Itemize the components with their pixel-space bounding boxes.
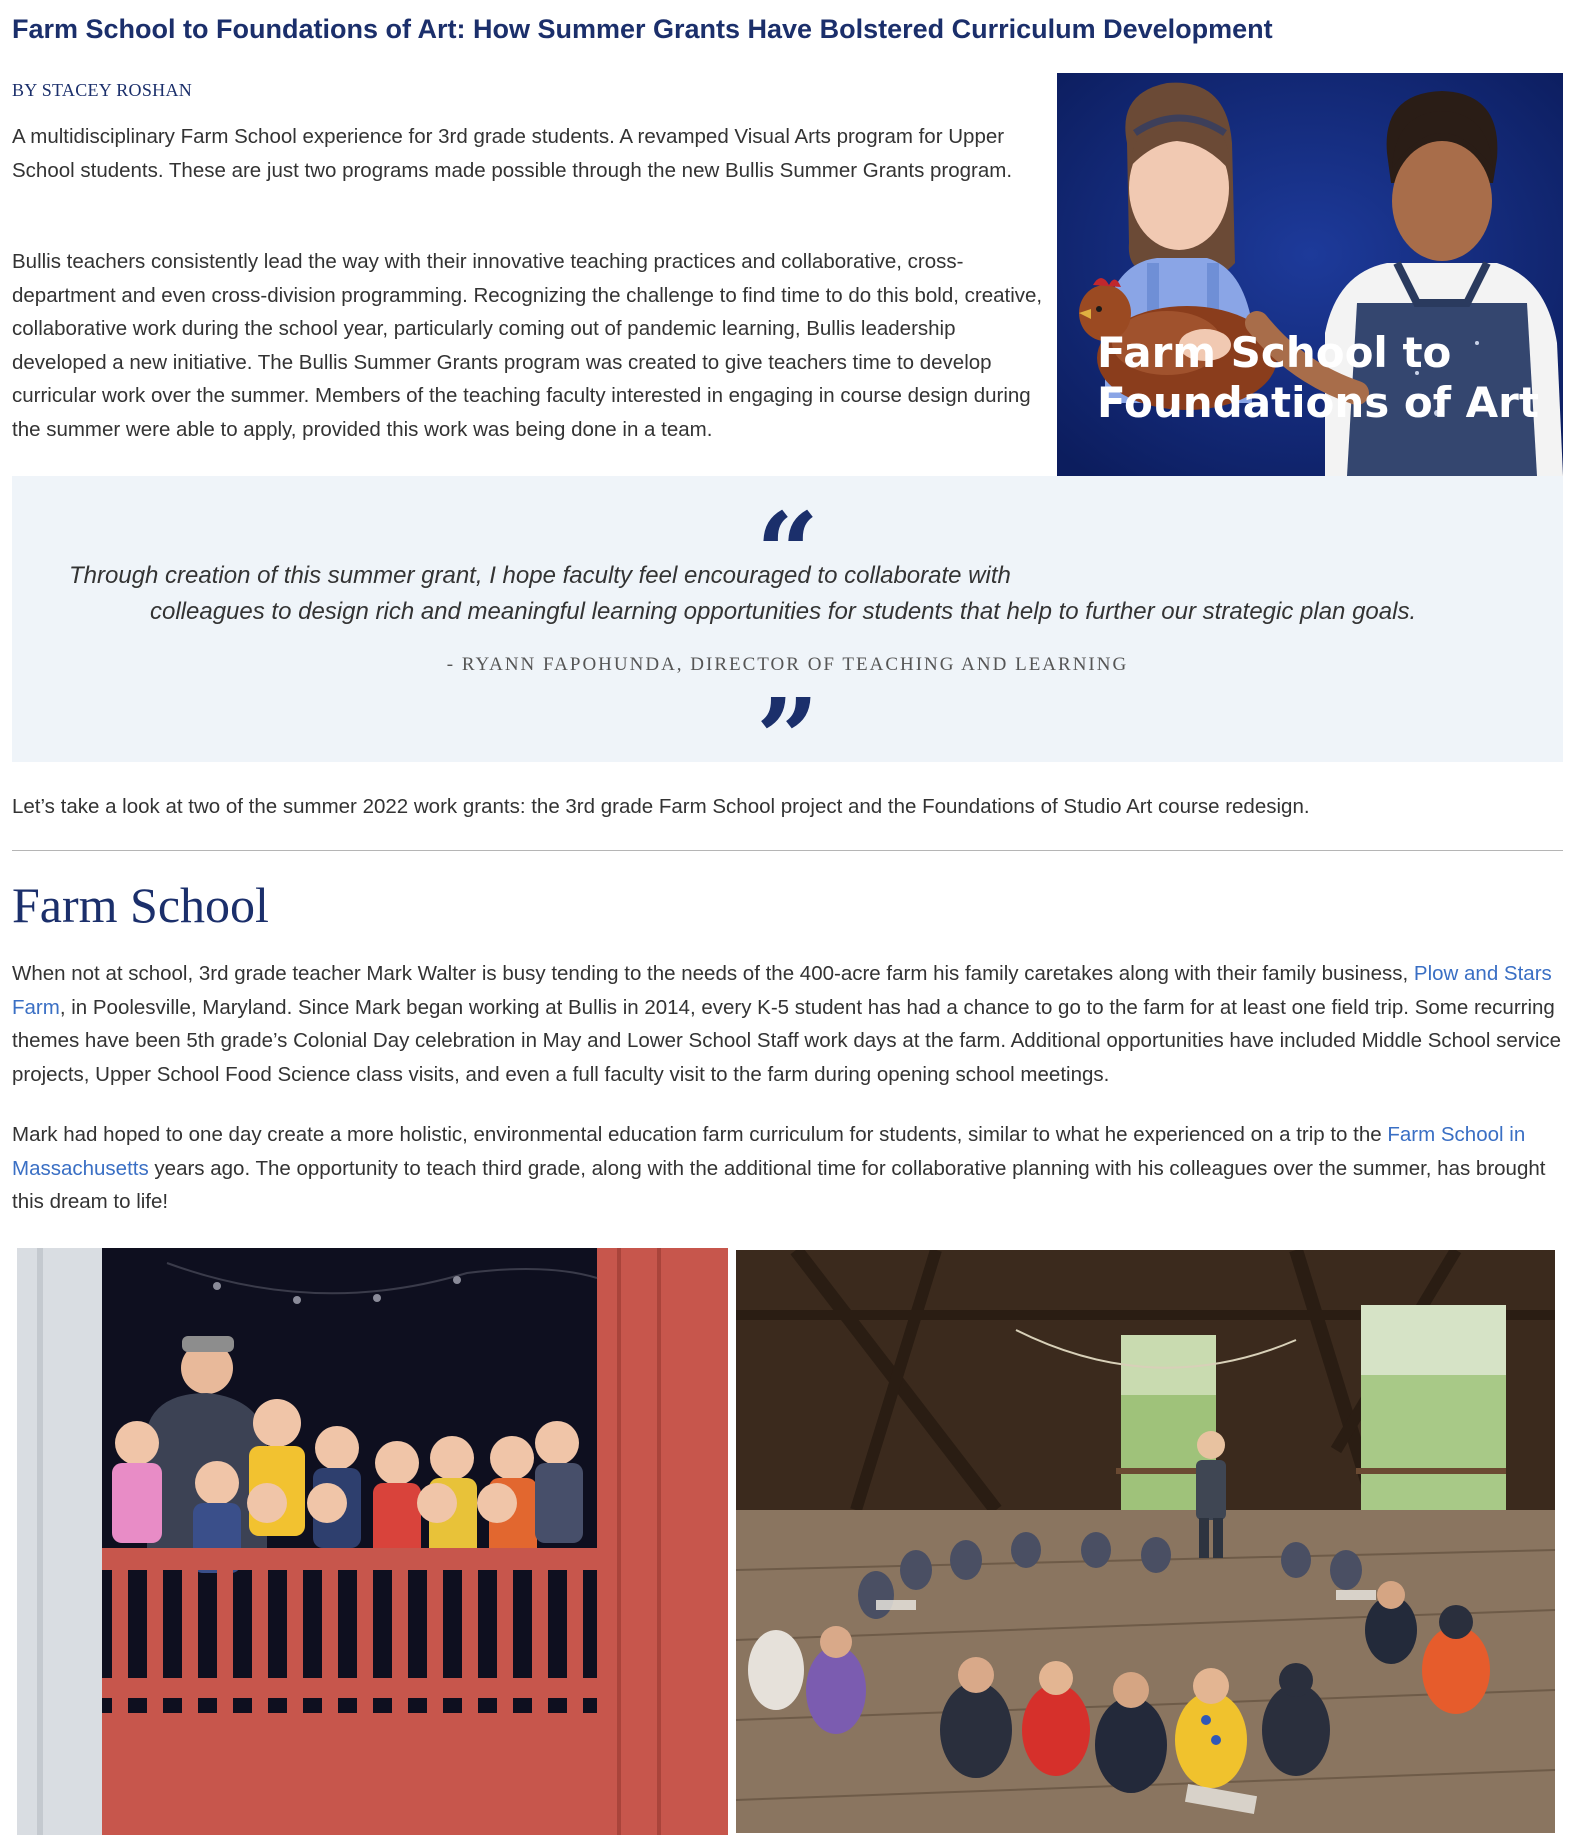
article-title: Farm School to Foundations of Art: How Summer Grants Have Bolstered Curriculum Development — [12, 14, 1273, 44]
farm-paragraph-2 — [12, 1118, 1562, 1219]
farm-paragraph-2-text-a: Mark had hoped to one day create a more holistic, environmental education farm curriculum for students, similar to what he experienced on a trip to the — [12, 1123, 1388, 1146]
quote-attribution: - RYANN FAPOHUNDA, DIRECTOR OF TEACHING AND LEARNING — [446, 654, 1129, 675]
students-barn-circle-photo — [736, 1250, 1555, 1833]
section-heading-farm-school: Farm School — [12, 877, 269, 933]
section-divider — [12, 850, 1563, 851]
pull-quote — [12, 476, 1563, 803]
hero-image — [1057, 73, 1563, 476]
students-barn-loft-photo — [17, 1248, 728, 1835]
plow-and-stars-farm-link[interactable]: Plow and Stars Farm — [12, 962, 1552, 1019]
farm-paragraph-1-text-b: , in Poolesville, Maryland. Since Mark began working at Bullis in 2014, every K-5 student has had a chance to go to the farm for at least one field trip. Some recurring themes have been 5th grade’s Colonial Day celebration in May and Lower School Staff work days at the farm. Additional opportunities have included Middle School service projects, Upper School Food Science class visits, and even a full faculty visit to the farm during opening school meetings. — [12, 995, 1562, 1086]
quote-line-2: colleagues to design rich and meaningful learning opportunities for students that help to further our strategic plan goals. — [150, 598, 1417, 625]
farm-paragraph-1-text-a: When not at school, 3rd grade teacher Mark Walter is busy tending to the needs of the 400-acre farm his family caretakes along with their family business, — [12, 962, 1414, 985]
hero-caption-line2: Foundations of Art — [1097, 378, 1539, 427]
open-quote-icon: “ — [755, 488, 820, 617]
author-byline: BY STACEY ROSHAN — [12, 80, 193, 100]
farm-paragraph-1 — [12, 957, 1562, 1091]
grants-overview-paragraph: Let’s take a look at two of the summer 2022 work grants: the 3rd grade Farm School project and the Foundations of Studio Art course redesign. — [12, 795, 1310, 818]
farm-school-massachusetts-link[interactable]: Farm School in Massachusetts — [12, 1123, 1526, 1180]
close-quote-icon: ” — [755, 674, 820, 803]
summer-grants-paragraph: Bullis teachers consistently lead the way with their innovative teaching practices and collaborative, cross-department and even cross-division programming. Recognizing the challenge to find time to do this bold, creative, collaborative work during the school year, particularly coming out of pandemic learning, Bullis leadership developed a new initiative. The Bullis Summer Grants program was created to give teachers time to develop curricular work over the summer. Members of the teaching faculty interested in engaging in course design during the summer were able to apply, provided this work was being done in a team. — [12, 250, 1043, 441]
intro-paragraph: A multidisciplinary Farm School experience for 3rd grade students. A revamped Visual Arts program for Upper School students. These are just two programs made possible through the new Bullis Summer Grants program. — [12, 125, 1013, 182]
quote-line-1: Through creation of this summer grant, I hope faculty feel encouraged to collaborate with — [69, 562, 1011, 589]
hero-caption-line1: Farm School to — [1097, 328, 1452, 377]
farm-paragraph-2-text-b: years ago. The opportunity to teach third grade, along with the additional time for collaborative planning with his colleagues over the summer, has brought this dream to life! — [12, 1156, 1546, 1213]
